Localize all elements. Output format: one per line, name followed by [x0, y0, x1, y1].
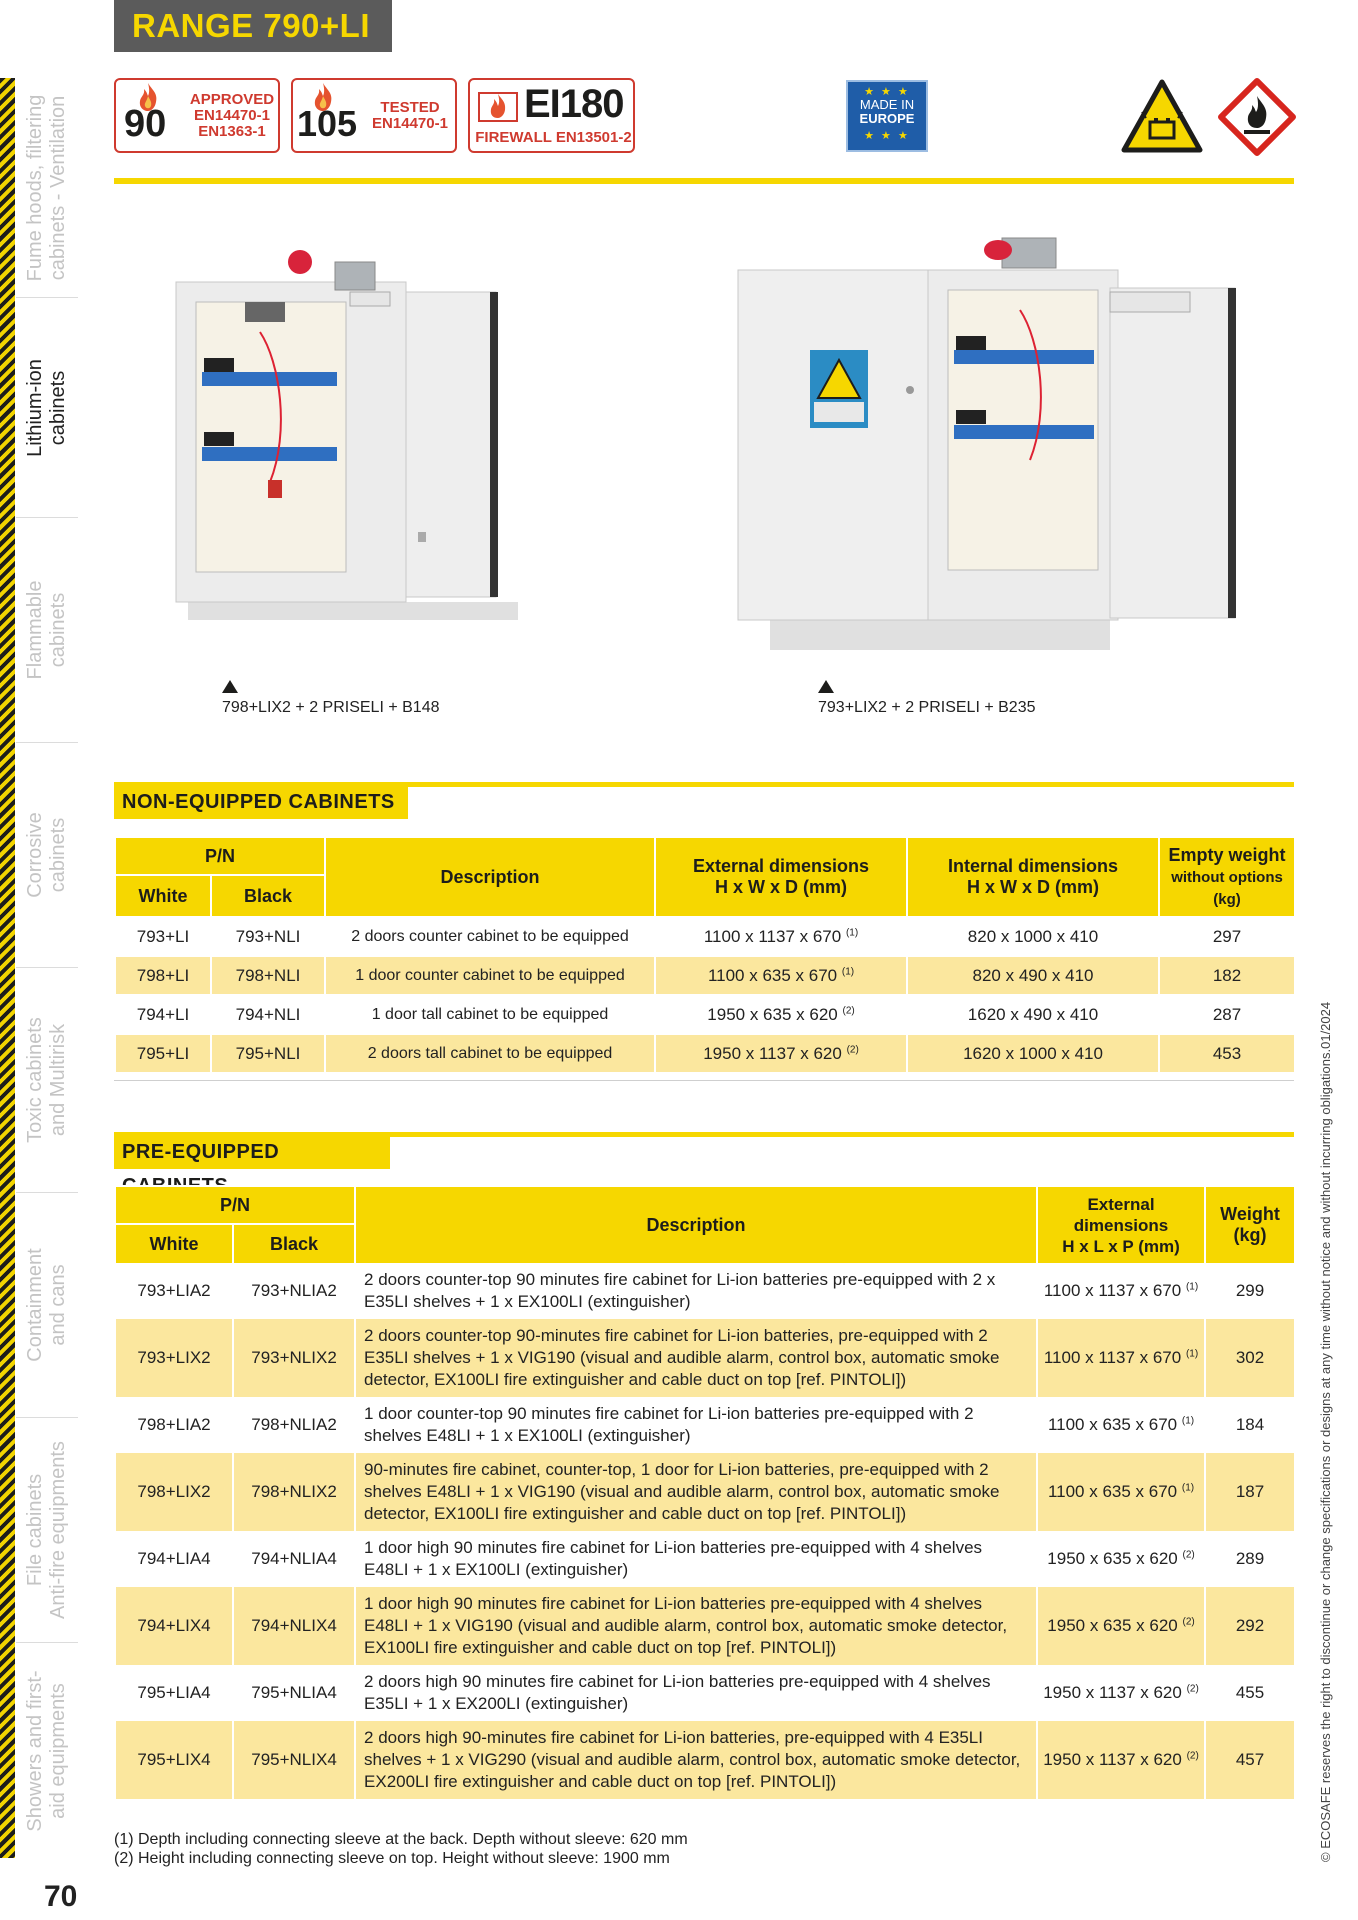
col-header-black: Black: [233, 1224, 355, 1264]
col-header-description: Description: [325, 837, 655, 917]
sidebar-item-toxic[interactable]: Toxic cabinets and Multirisk: [16, 968, 78, 1193]
sidebar-item-lithium-ion[interactable]: Lithium-ion cabinets: [16, 298, 78, 518]
col-header-empty-weight: Empty weight without options (kg): [1159, 837, 1295, 917]
table-row: 798+LIA2 798+NLIA2 1 door counter-top 90 minutes fire cabinet for Li-ion batteries pre-equipped with 2 shelves E48LI + 1 x EX100LI (extinguisher) 1100 x 635 x 670 $^{(1)}$ 184: [115, 1398, 1295, 1452]
page-title: RANGE 790+LI: [114, 0, 392, 52]
footnote-1: (1) Depth including connecting sleeve at the back. Depth without sleeve: 620 mm: [114, 1831, 688, 1848]
col-header-black: Black: [211, 875, 325, 917]
sidebar-nav: [16, 78, 78, 1858]
cert-badge-ei180: EI180 FIREWALL EN13501-2: [468, 78, 635, 153]
firewall-icon: [478, 88, 518, 122]
col-header-white: White: [115, 1224, 233, 1264]
table-row: 795+LI 795+NLI 2 doors tall cabinet to be equipped 1950 x 1137 x 620 $^{(2)}$ 1620 x 1000 x 410 453: [115, 1034, 1295, 1073]
col-header-external-dimensions: External dimensions H x W x D (mm): [655, 837, 907, 917]
non-equipped-table: [114, 836, 1296, 1074]
caption-marker-icon: [222, 680, 238, 693]
legal-note: © ECOSAFE reserves the right to discontinue or change specifications or designs at any time without notice and without incurring obligations.01/2024: [1318, 1001, 1333, 1862]
eu-stars-icon: ★ ★ ★: [864, 86, 910, 98]
table-row: 798+LIX2 798+NLIX2 90-minutes fire cabinet, counter-top, 1 door for Li-ion batteries, pre-equipped with 2 shelves E48LI + 1 x VIG190 (visual and audible alarm, control box, automatic smoke detector, EX100LI fire extinguisher and cable duct on top [ref. PINTOLI]) 1100 x 635 x 670 $^{(1)}$ 187: [115, 1452, 1295, 1532]
photo-caption-1: 798+LIX2 + 2 PRISELI + B148: [222, 699, 440, 716]
header-divider: [114, 178, 1294, 184]
hazard-stripe: [0, 78, 15, 1858]
sidebar-item-fume-hoods[interactable]: Fume hoods, filtering cabinets - Ventilation: [16, 78, 78, 298]
sidebar-item-file-cabinets[interactable]: File cabinets Anti-fire equipments: [16, 1418, 78, 1643]
section-heading-non-equipped: NON-EQUIPPED CABINETS: [114, 785, 408, 819]
table-row: 794+LIX4 794+NLIX4 1 door high 90 minutes fire cabinet for Li-ion batteries pre-equipped with 4 shelves E48LI + 1 x VIG190 (visual and audible alarm, control box, automatic smoke detector, EX100LI fire extinguisher and cable duct on top [ref. PINTOLI]) 1950 x 635 x 620 $^{(2)}$ 292: [115, 1586, 1295, 1666]
table-row: 794+LIA4 794+NLIA4 1 door high 90 minutes fire cabinet for Li-ion batteries pre-equipped with 4 shelves E48LI + 1 x EX100LI (extinguisher) 1950 x 635 x 620 $^{(2)}$ 289: [115, 1532, 1295, 1586]
table-row: 795+LIX4 795+NLIX4 2 doors high 90-minutes fire cabinet for Li-ion batteries, pre-equipped with 4 E35LI shelves + 1 x VIG290 (visual and audible alarm, control box, automatic smoke detector, EX200LI fire extinguisher and cable duct on top [ref. PINTOLI]) 1950 x 1137 x 620 $^{(2)}$ 457: [115, 1720, 1295, 1800]
flammable-ghs-icon: [1218, 78, 1296, 156]
table-row: 793+LI 793+NLI 2 doors counter cabinet to be equipped 1100 x 1137 x 670 $^{(1)}$ 820 x 1000 x 410 297: [115, 917, 1295, 956]
col-header-description: Description: [355, 1186, 1037, 1264]
footnote-2: (2) Height including connecting sleeve on top. Height without sleeve: 1900 mm: [114, 1850, 670, 1867]
col-header-pn: P/N: [115, 1186, 355, 1224]
cert-badge-90: 90 APPROVED EN14470-1 EN1363-1: [114, 78, 280, 153]
table-row: 798+LI 798+NLI 1 door counter cabinet to be equipped 1100 x 635 x 670 $^{(1)}$ 820 x 490 x 410 182: [115, 956, 1295, 995]
cabinet-photo-1-door: [150, 232, 580, 622]
col-header-pn: P/N: [115, 837, 325, 875]
table-row: 793+LIX2 793+NLIX2 2 doors counter-top 90-minutes fire cabinet for Li-ion batteries, pre-equipped with 2 E35LI shelves + 1 x VIG190 (visual and audible alarm, control box, automatic smoke detector, EX100LI fire extinguisher and cable duct on top [ref. PINTOLI]) 1100 x 1137 x 670 $^{(1)}$ 302: [115, 1318, 1295, 1398]
col-header-internal-dimensions: Internal dimensions H x W x D (mm): [907, 837, 1159, 917]
sidebar-item-containment[interactable]: Containment and cans: [16, 1193, 78, 1418]
battery-warning-icon: [1120, 78, 1204, 154]
page-number: 70: [44, 1880, 78, 1913]
section-heading-pre-equipped: PRE-EQUIPPED: [114, 1135, 390, 1169]
section-divider: [114, 1080, 1294, 1081]
col-header-weight: Weight (kg): [1205, 1186, 1295, 1264]
cabinet-photo-2-doors: [730, 230, 1270, 670]
pre-equipped-table: [114, 1185, 1296, 1801]
caption-marker-icon: [818, 680, 834, 693]
made-in-europe-badge: ★ ★ ★ MADE IN EUROPE ★ ★ ★: [846, 80, 928, 152]
col-header-external-dimensions: External dimensions H x L x P (mm): [1037, 1186, 1205, 1264]
col-header-white: White: [115, 875, 211, 917]
table-row: 795+LIA4 795+NLIA4 2 doors high 90 minutes fire cabinet for Li-ion batteries pre-equipped with 4 shelves E35LI + 1 x EX200LI (extinguisher) 1950 x 1137 x 620 $^{(2)}$ 455: [115, 1666, 1295, 1720]
table-row: 794+LI 794+NLI 1 door tall cabinet to be equipped 1950 x 635 x 620 $^{(2)}$ 1620 x 490 x 410 287: [115, 995, 1295, 1034]
cert-badge-105: 105 TESTED EN14470-1: [291, 78, 457, 153]
sidebar-item-corrosive[interactable]: Corrosive cabinets: [16, 743, 78, 968]
photo-caption-2: 793+LIX2 + 2 PRISELI + B235: [818, 699, 1036, 716]
sidebar-item-flammable[interactable]: Flammable cabinets: [16, 518, 78, 743]
table-row: 793+LIA2 793+NLIA2 2 doors counter-top 90 minutes fire cabinet for Li-ion batteries pre-equipped with 2 x E35LI shelves + 1 x EX100LI (extinguisher) 1100 x 1137 x 670 $^{(1)}$ 299: [115, 1264, 1295, 1318]
sidebar-item-showers[interactable]: Showers and first- aid equipments: [24, 1669, 69, 1832]
